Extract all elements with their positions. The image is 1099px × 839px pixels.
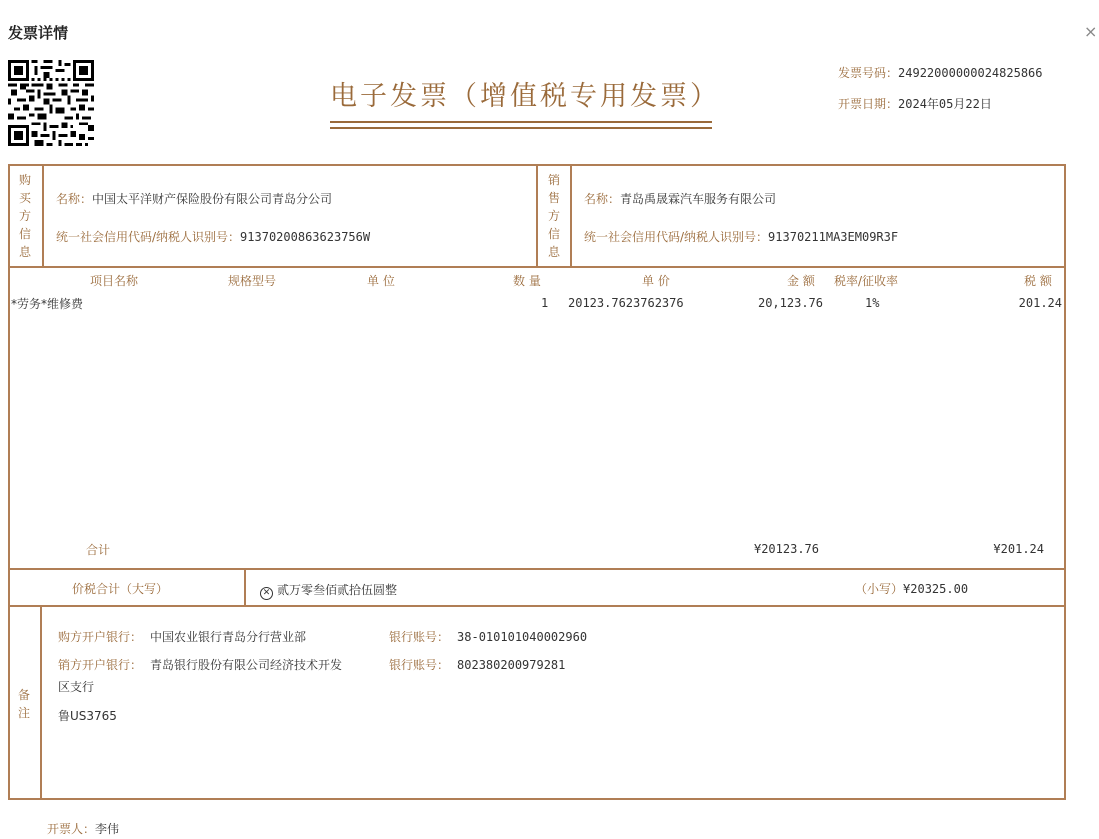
total-amount: ¥20123.76: [753, 542, 819, 556]
buyer-account-value: 38-010101040002960: [457, 630, 588, 644]
seller-name-label: 名称：: [584, 192, 621, 206]
close-icon[interactable]: ×: [1084, 22, 1098, 41]
item-qty: 1: [541, 296, 549, 310]
seller-account-value: 802380200979281: [457, 658, 566, 672]
grand-total-small-value: ¥20325.00: [903, 582, 969, 596]
seller-name-value: 青岛禹晟霖汽车服务有限公司: [620, 192, 777, 206]
buyer-label-divider: [42, 164, 44, 267]
seller-name: [584, 190, 776, 207]
buyer-name-label: 名称：: [56, 192, 93, 206]
buyer-name-value: 中国太平洋财产保险股份有限公司青岛分公司: [92, 192, 333, 206]
seller-bank-value-line1: 青岛银行股份有限公司经济技术开发: [150, 658, 343, 672]
grand-total-small-label: （小写）: [855, 582, 904, 596]
header-unit: 单 位: [367, 274, 395, 288]
invoice-date: [838, 95, 992, 112]
grand-total-divider: [244, 568, 246, 607]
grand-total-bottom-divider: [8, 605, 1066, 607]
grand-total-small: [855, 580, 968, 597]
buyer-tax-value: 91370200863623756W: [240, 230, 371, 244]
buyer-bank: [58, 628, 306, 645]
seller-bank-label: 销方开户银行：: [58, 658, 143, 672]
header-unit-price: 单 价: [642, 274, 670, 288]
circle-x-icon: ✕: [260, 587, 273, 600]
buyer-tax-id: [56, 228, 370, 245]
buyer-name: [56, 190, 332, 207]
total-tax: ¥201.24: [993, 542, 1044, 556]
invoice-date-value: 2024年05月22日: [898, 97, 992, 111]
party-middle-divider-right: [570, 164, 572, 267]
remarks-divider: [40, 606, 42, 799]
qr-code-icon: [8, 60, 94, 146]
title-underline-top: [330, 121, 712, 123]
seller-tax-label: 统一社会信用代码/纳税人识别号：: [584, 230, 769, 244]
dialog-title: 发票详情: [8, 24, 69, 42]
item-unit-price: 20123.7623762376: [568, 296, 684, 310]
header-tax: 税 额: [1024, 274, 1052, 288]
item-tax-rate: 1%: [865, 296, 880, 310]
issuer-label: 开票人：: [47, 822, 96, 836]
issuer: [47, 820, 119, 837]
seller-section-label: 销 售 方 信 息: [547, 173, 560, 259]
issuer-name: 李伟: [95, 822, 120, 836]
invoice-number-label: 发票号码：: [838, 66, 899, 80]
buyer-section-label: 购 买 方 信 息: [18, 173, 31, 259]
invoice-date-label: 开票日期：: [838, 97, 899, 111]
seller-bank: [58, 656, 342, 673]
invoice-number: [838, 64, 1043, 81]
item-amount: 20,123.76: [757, 296, 823, 310]
seller-tax-value: 91370211MA3EM09R3F: [768, 230, 899, 244]
header-qty: 数 量: [513, 274, 541, 288]
seller-bank-value-line2: 区支行: [58, 680, 95, 694]
grand-total-label: 价税合计（大写）: [72, 582, 169, 596]
header-tax-rate: 税率/征收率: [834, 274, 899, 288]
remarks-note: 鲁US3765: [58, 709, 117, 723]
title-underline-bottom: [330, 127, 712, 129]
buyer-bank-label: 购方开户银行：: [58, 630, 143, 644]
buyer-account-label: 银行账号：: [389, 630, 450, 644]
grand-total-words: [260, 581, 397, 600]
buyer-bank-value: 中国农业银行青岛分行营业部: [150, 630, 307, 644]
buyer-tax-label: 统一社会信用代码/纳税人识别号：: [56, 230, 241, 244]
grand-total-top-divider: [8, 568, 1066, 570]
total-label: 合计: [86, 543, 111, 557]
header-spec: 规格型号: [228, 274, 277, 288]
item-tax: 201.24: [1018, 296, 1062, 310]
seller-account-label: 银行账号：: [389, 658, 450, 672]
buyer-account: [389, 628, 587, 645]
party-middle-divider-left: [536, 164, 538, 267]
invoice-title: 电子发票（增值税专用发票）: [330, 81, 720, 112]
invoice-number-value: 24922000000024825866: [898, 66, 1043, 80]
seller-account: [389, 656, 565, 673]
seller-tax-id: [584, 228, 898, 245]
header-amount: 金 额: [787, 274, 815, 288]
grand-total-words-value: 贰万零叁佰贰拾伍圆整: [277, 583, 398, 597]
remarks-label: 备 注: [17, 688, 30, 720]
header-item-name: 项目名称: [90, 274, 139, 288]
item-name: *劳务*维修费: [11, 297, 84, 311]
